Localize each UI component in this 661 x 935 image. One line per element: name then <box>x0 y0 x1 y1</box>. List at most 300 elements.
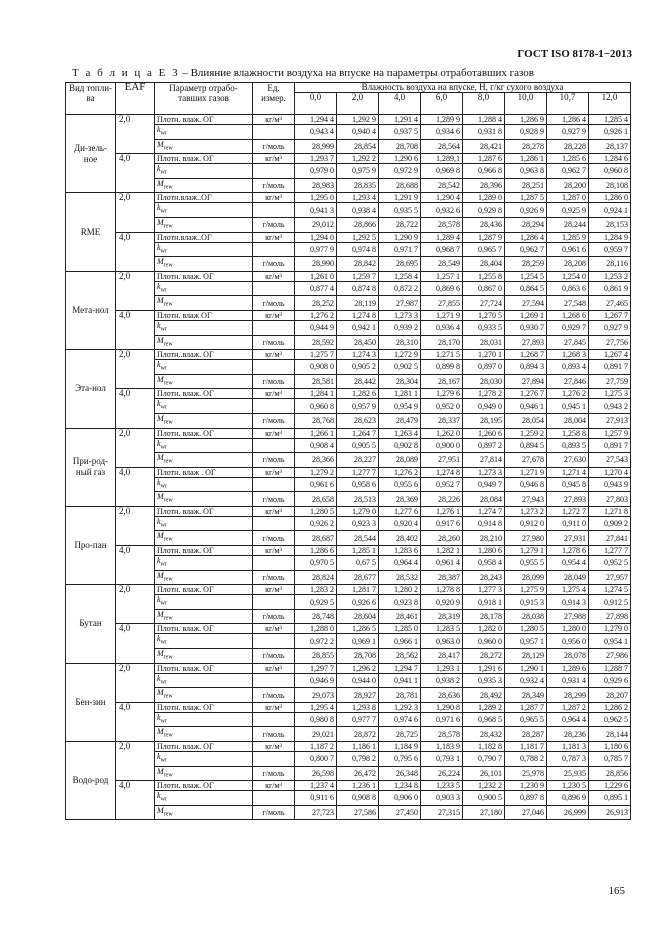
humidity-group-header: Влажность воздуха на впуске, H, г/кг сухого воздуха <box>295 83 631 93</box>
fuel-name: Эта-нол <box>66 350 116 428</box>
value-cell: 29,021 <box>295 727 337 742</box>
value-cell: 28,167 <box>421 374 463 389</box>
value-cell: 1,281 7 <box>337 585 379 595</box>
param-symbol: k <box>157 752 161 761</box>
value-cell: 1,255 8 <box>463 271 505 281</box>
value-cell: 0,941 3 <box>295 203 337 218</box>
value-cell: 1,259 7 <box>337 271 379 281</box>
value-cell: 1,263 4 <box>379 428 421 438</box>
value-cell: 27,759 <box>589 374 631 389</box>
value-cell: 0,972 2 <box>295 634 337 649</box>
value-cell: 1,278 8 <box>421 585 463 595</box>
value-cell: 1,258 4 <box>379 271 421 281</box>
unit-cell <box>253 360 295 375</box>
value-cell: 28,387 <box>421 570 463 585</box>
value-cell: 0,906 0 <box>379 791 421 806</box>
value-cell: 1,282 1 <box>421 546 463 556</box>
param-name: Плотн. влаж . ОГ <box>155 467 253 477</box>
param-name: Плотн. влаж. ОГ <box>155 624 253 634</box>
param-symbol: k <box>157 320 161 330</box>
value-cell: 0,977 7 <box>337 712 379 727</box>
value-cell: 1,272 7 <box>547 506 589 516</box>
value-cell: 1,275 3 <box>589 389 631 399</box>
value-cell: 0,944 0 <box>337 673 379 688</box>
value-cell: 27,988 <box>547 609 589 624</box>
value-cell: 1,281 1 <box>379 389 421 399</box>
unit-cell: кг/м³ <box>253 585 295 595</box>
value-cell: 1,277 3 <box>463 585 505 595</box>
value-cell: 0,920 9 <box>421 595 463 610</box>
value-cell: 28,153 <box>589 217 631 232</box>
value-cell: 1,290 4 <box>421 193 463 203</box>
param-subscript: wr <box>160 718 167 725</box>
value-cell: 0,908 8 <box>337 791 379 806</box>
value-cell: 1,290 1 <box>505 663 547 673</box>
param-subscript: wr <box>160 483 167 490</box>
value-cell: 0,962 5 <box>589 712 631 727</box>
param-symbol: k <box>157 281 161 291</box>
param-name <box>155 556 253 571</box>
param-name: Плотн. влаж. ОГ <box>155 585 253 595</box>
value-cell: 25,978 <box>505 766 547 781</box>
fuel-column-header: Вид топли-ва <box>66 83 116 115</box>
unit-cell <box>253 752 295 767</box>
table-row <box>66 742 631 752</box>
value-cell: 1,279 0 <box>337 506 379 516</box>
value-cell: 28,170 <box>421 335 463 350</box>
value-cell: 0,927 9 <box>547 125 589 140</box>
param-subscript: wr <box>160 404 167 411</box>
value-cell: 28,450 <box>337 335 379 350</box>
unit-cell <box>253 477 295 492</box>
param-symbol: k <box>157 673 161 683</box>
value-cell: 1,285 9 <box>547 232 589 242</box>
value-cell: 25,935 <box>547 766 589 781</box>
value-cell: 1,264 7 <box>337 428 379 438</box>
table-row <box>66 154 631 164</box>
value-cell: 0,926 6 <box>337 595 379 610</box>
param-subscript: wr <box>160 326 167 333</box>
value-cell: 26,348 <box>379 766 421 781</box>
value-cell: 26,472 <box>337 766 379 781</box>
eaf-value: 4,0 <box>116 154 155 193</box>
param-subscript: wr <box>160 640 167 647</box>
value-cell: 0,961 4 <box>421 556 463 571</box>
value-cell: 28,228 <box>547 139 589 154</box>
param-name <box>155 570 253 585</box>
value-cell: 0,927 9 <box>589 320 631 335</box>
eaf-value: 4,0 <box>116 389 155 428</box>
value-cell: 28,927 <box>337 688 379 703</box>
value-cell: 0,908 4 <box>295 438 337 453</box>
value-cell: 28,099 <box>505 570 547 585</box>
param-symbol: M <box>157 257 164 267</box>
value-cell: 28,578 <box>421 727 463 742</box>
value-cell: 1,287 6 <box>463 154 505 164</box>
value-cell: 27,845 <box>547 335 589 350</box>
value-cell: 28,990 <box>295 257 337 272</box>
value-cell: 0,788 2 <box>505 752 547 767</box>
unit-cell <box>253 712 295 727</box>
humidity-column-header: 8,0 <box>463 93 505 115</box>
value-cell: 1,273 3 <box>463 467 505 477</box>
param-column-header: Параметр отрабо-тавших газов <box>155 83 253 115</box>
param-name <box>155 217 253 232</box>
param-name <box>155 516 253 531</box>
value-cell: 1,291 9 <box>379 193 421 203</box>
value-cell: 0,941 1 <box>379 673 421 688</box>
param-name <box>155 712 253 727</box>
value-cell: 1,297 7 <box>295 663 337 673</box>
param-name <box>155 413 253 428</box>
value-cell: 0,957 1 <box>505 634 547 649</box>
value-cell: 0,924 1 <box>589 203 631 218</box>
param-symbol: k <box>157 477 161 487</box>
value-cell: 27,180 <box>463 805 505 820</box>
value-cell: 1,286 1 <box>505 154 547 164</box>
value-cell: 1,229 6 <box>589 781 631 791</box>
value-cell: 0,790 7 <box>463 752 505 767</box>
value-cell: 0,952 7 <box>421 477 463 492</box>
fuel-name: Ди-зель-ное <box>66 115 116 193</box>
unit-cell: г/моль <box>253 178 295 193</box>
param-name <box>155 139 253 154</box>
value-cell: 1,286 4 <box>547 115 589 125</box>
param-symbol: k <box>157 360 161 370</box>
value-cell: 1,286 4 <box>505 232 547 242</box>
eaf-value: 4,0 <box>116 467 155 506</box>
value-cell: 1,289 6 <box>547 663 589 673</box>
value-cell: 0,935 3 <box>463 673 505 688</box>
param-subscript: wr <box>160 287 167 294</box>
value-cell: 0,958 6 <box>337 477 379 492</box>
value-cell: 1,278 2 <box>463 389 505 399</box>
value-cell: 0,943 9 <box>589 477 631 492</box>
value-cell: 0,952 0 <box>421 399 463 414</box>
value-cell: 0,864 5 <box>505 281 547 296</box>
unit-cell <box>253 320 295 335</box>
param-subscript: wr <box>160 600 167 607</box>
value-cell: 27,893 <box>547 492 589 507</box>
value-cell: 28,564 <box>421 139 463 154</box>
value-cell: 28,578 <box>421 217 463 232</box>
value-cell: 0,894 5 <box>505 438 547 453</box>
param-name: Плотн..влаж. ОГ <box>155 350 253 360</box>
value-cell: 0,861 9 <box>589 281 631 296</box>
fuel-name: При-род-ный газ <box>66 428 116 506</box>
value-cell: 0,974 6 <box>379 712 421 727</box>
value-cell: 0,939 2 <box>379 320 421 335</box>
value-cell: 1,258 8 <box>547 428 589 438</box>
value-cell: 28,031 <box>463 335 505 350</box>
value-cell: 27,841 <box>589 531 631 546</box>
value-cell: 1,287 7 <box>505 702 547 712</box>
value-cell: 1,294 0 <box>295 232 337 242</box>
value-cell: 28,442 <box>337 374 379 389</box>
param-name <box>155 595 253 610</box>
table-row <box>66 310 631 320</box>
fuel-name: Бутан <box>66 585 116 663</box>
value-cell: 1,290 8 <box>421 702 463 712</box>
value-cell: 1,285 1 <box>337 546 379 556</box>
value-cell: 0,931 4 <box>547 673 589 688</box>
value-cell: 1,275 9 <box>505 585 547 595</box>
value-cell: 0,900 0 <box>421 438 463 453</box>
value-cell: 1,294 4 <box>295 115 337 125</box>
fuel-name: RME <box>66 193 116 271</box>
value-cell: 27,548 <box>547 296 589 311</box>
value-cell: 0,928 9 <box>505 125 547 140</box>
value-cell: 28,366 <box>295 453 337 468</box>
value-cell: 28,144 <box>589 727 631 742</box>
value-cell: 1,280 6 <box>463 546 505 556</box>
value-cell: 1,183 9 <box>421 742 463 752</box>
unit-cell: кг/м³ <box>253 154 295 164</box>
value-cell: 28,349 <box>505 688 547 703</box>
param-subscript: rew <box>163 184 173 191</box>
humidity-column-header: 12,0 <box>589 93 631 115</box>
param-name <box>155 374 253 389</box>
value-cell: 1,253 2 <box>589 271 631 281</box>
param-symbol: k <box>157 556 161 566</box>
value-cell: 0,893 5 <box>547 438 589 453</box>
param-symbol: k <box>157 634 161 644</box>
value-cell: 0,954 9 <box>379 399 421 414</box>
value-cell: 1,273 3 <box>379 310 421 320</box>
unit-column-header: Ед. измер. <box>253 83 295 115</box>
value-cell: 0,869 6 <box>421 281 463 296</box>
value-cell: 0,929 6 <box>589 673 631 688</box>
value-cell: 28,695 <box>379 257 421 272</box>
value-cell: 0,902 8 <box>379 438 421 453</box>
value-cell: 1,290 6 <box>379 154 421 164</box>
value-cell: 28,432 <box>463 727 505 742</box>
param-symbol: M <box>157 531 164 541</box>
param-symbol: M <box>157 688 164 698</box>
value-cell: 1,289 9 <box>421 115 463 125</box>
unit-cell <box>253 516 295 531</box>
value-cell: 1,292 2 <box>337 154 379 164</box>
param-name: Плотн. влаж. ОГ <box>155 271 253 281</box>
unit-cell: г/моль <box>253 766 295 781</box>
value-cell: 0,955 5 <box>505 556 547 571</box>
value-cell: 0,945 8 <box>547 477 589 492</box>
param-subscript: rew <box>163 341 173 348</box>
param-name: Плотн. влаж. ОГ <box>155 742 253 752</box>
value-cell: 1,295 0 <box>295 193 337 203</box>
value-cell: 1,286 9 <box>505 115 547 125</box>
value-cell: 28,687 <box>295 531 337 546</box>
value-cell: 27,986 <box>589 649 631 664</box>
param-name <box>155 805 253 820</box>
value-cell: 1,280 2 <box>379 585 421 595</box>
value-cell: 28,421 <box>463 139 505 154</box>
param-symbol: M <box>157 139 164 149</box>
value-cell: 28,178 <box>463 609 505 624</box>
humidity-column-header: 10,0 <box>505 93 547 115</box>
unit-cell: г/моль <box>253 257 295 272</box>
param-symbol: M <box>157 296 164 306</box>
value-cell: 1,279 0 <box>589 624 631 634</box>
value-cell: 0,965 5 <box>505 712 547 727</box>
table-row <box>66 546 631 556</box>
value-cell: 1,270 1 <box>463 350 505 360</box>
value-cell: 28,842 <box>337 257 379 272</box>
value-cell: 0,960 8 <box>295 399 337 414</box>
value-cell: 0,945 1 <box>547 399 589 414</box>
value-cell: 0,940 4 <box>337 125 379 140</box>
eaf-value: 2,0 <box>116 742 155 781</box>
table-row <box>66 506 631 516</box>
value-cell: 1,257 1 <box>421 271 463 281</box>
value-cell: 1,295 4 <box>295 702 337 712</box>
param-subscript: wr <box>160 796 167 803</box>
value-cell: 28,210 <box>463 531 505 546</box>
param-name <box>155 399 253 414</box>
param-subscript: wr <box>160 208 167 215</box>
value-cell: 1,180 6 <box>589 742 631 752</box>
value-cell: 0,800 7 <box>295 752 337 767</box>
humidity-column-header: 0,0 <box>295 93 337 115</box>
value-cell: 28,116 <box>589 257 631 272</box>
param-name <box>155 203 253 218</box>
value-cell: 0,968 7 <box>421 242 463 257</box>
param-subscript: wr <box>160 561 167 568</box>
param-subscript: rew <box>163 615 173 622</box>
param-name <box>155 281 253 296</box>
unit-cell <box>253 595 295 610</box>
value-cell: 28,226 <box>421 492 463 507</box>
value-cell: 28,677 <box>337 570 379 585</box>
value-cell: 1,291 4 <box>379 115 421 125</box>
unit-cell: г/моль <box>253 374 295 389</box>
param-subscript: rew <box>163 497 173 504</box>
unit-cell: кг/м³ <box>253 310 295 320</box>
value-cell: 0,908 0 <box>295 360 337 375</box>
value-cell: 1,287 2 <box>547 702 589 712</box>
value-cell: 28,129 <box>505 649 547 664</box>
value-cell: 27,913 <box>589 413 631 428</box>
value-cell: 0,946 9 <box>295 673 337 688</box>
value-cell: 0,961 6 <box>295 477 337 492</box>
value-cell: 27,315 <box>421 805 463 820</box>
param-subscript: wr <box>160 169 167 176</box>
value-cell: 28,708 <box>337 649 379 664</box>
value-cell: 28,304 <box>379 374 421 389</box>
value-cell: 27,594 <box>505 296 547 311</box>
value-cell: 0,962 7 <box>505 242 547 257</box>
unit-cell <box>253 281 295 296</box>
value-cell: 28,137 <box>589 139 631 154</box>
value-cell: 1,293 1 <box>421 663 463 673</box>
value-cell: 28,089 <box>379 453 421 468</box>
value-cell: 0,949 0 <box>463 399 505 414</box>
value-cell: 28,768 <box>295 413 337 428</box>
value-cell: 0,962 7 <box>547 164 589 179</box>
value-cell: 0,926 2 <box>295 516 337 531</box>
unit-cell: г/моль <box>253 413 295 428</box>
value-cell: 28,272 <box>463 649 505 664</box>
value-cell: 1,283 6 <box>379 546 421 556</box>
value-cell: 0,930 7 <box>505 320 547 335</box>
eaf-value: 2,0 <box>116 428 155 467</box>
value-cell: 0,980 8 <box>295 712 337 727</box>
param-name <box>155 791 253 806</box>
value-cell: 29,012 <box>295 217 337 232</box>
unit-cell: г/моль <box>253 609 295 624</box>
unit-cell: кг/м³ <box>253 624 295 634</box>
value-cell: 28,492 <box>463 688 505 703</box>
param-name <box>155 125 253 140</box>
unit-cell: кг/м³ <box>253 467 295 477</box>
unit-cell: г/моль <box>253 296 295 311</box>
param-subscript: wr <box>160 444 167 451</box>
param-subscript: wr <box>160 679 167 686</box>
value-cell: 1,288 0 <box>295 624 337 634</box>
caption-label: Т а б л и ц а Е 3 <box>72 67 180 79</box>
value-cell: 28,030 <box>463 374 505 389</box>
param-subscript: rew <box>163 693 173 700</box>
value-cell: 1,274 8 <box>337 310 379 320</box>
value-cell: 0,972 9 <box>379 164 421 179</box>
value-cell: 1,230 5 <box>547 781 589 791</box>
value-cell: 1,286 2 <box>589 702 631 712</box>
value-cell: 28,479 <box>379 413 421 428</box>
param-subscript: rew <box>163 772 173 779</box>
param-symbol: M <box>157 178 164 188</box>
value-cell: 28,562 <box>379 649 421 664</box>
value-cell: 28,200 <box>547 178 589 193</box>
value-cell: 28,748 <box>295 609 337 624</box>
value-cell: 27,957 <box>589 570 631 585</box>
value-cell: 28,260 <box>421 531 463 546</box>
unit-cell <box>253 125 295 140</box>
value-cell: 28,195 <box>463 413 505 428</box>
value-cell: 0,960 0 <box>463 634 505 649</box>
eaf-value: 2,0 <box>116 663 155 702</box>
param-name <box>155 634 253 649</box>
param-symbol: k <box>157 712 161 722</box>
value-cell: 0,960 8 <box>589 164 631 179</box>
value-cell: 27,803 <box>589 492 631 507</box>
value-cell: 0,946 8 <box>505 477 547 492</box>
table-row <box>66 389 631 399</box>
value-cell: 1,288 4 <box>463 115 505 125</box>
value-cell: 1,288 7 <box>589 663 631 673</box>
param-name <box>155 296 253 311</box>
value-cell: 0,905 5 <box>337 438 379 453</box>
value-cell: 1,267 7 <box>589 310 631 320</box>
value-cell: 0,795 6 <box>379 752 421 767</box>
value-cell: 1,287 0 <box>547 193 589 203</box>
value-cell: 1,280 5 <box>295 506 337 516</box>
value-cell: 27,893 <box>505 335 547 350</box>
value-cell: 0,957 9 <box>337 399 379 414</box>
param-subscript: rew <box>163 380 173 387</box>
value-cell: 28,544 <box>337 531 379 546</box>
param-symbol: k <box>157 125 161 134</box>
value-cell: 26,999 <box>547 805 589 820</box>
caption-text: – Влияние влажности воздуха на впуске на параметры отработавших газов <box>179 67 535 79</box>
value-cell: 27,855 <box>421 296 463 311</box>
value-cell: 0,877 4 <box>295 281 337 296</box>
value-cell: 1,232 2 <box>463 781 505 791</box>
value-cell: 0,900 5 <box>463 791 505 806</box>
param-name <box>155 649 253 664</box>
value-cell: 1,287 9 <box>463 232 505 242</box>
unit-cell: кг/м³ <box>253 663 295 673</box>
value-cell: 0,785 7 <box>589 752 631 767</box>
